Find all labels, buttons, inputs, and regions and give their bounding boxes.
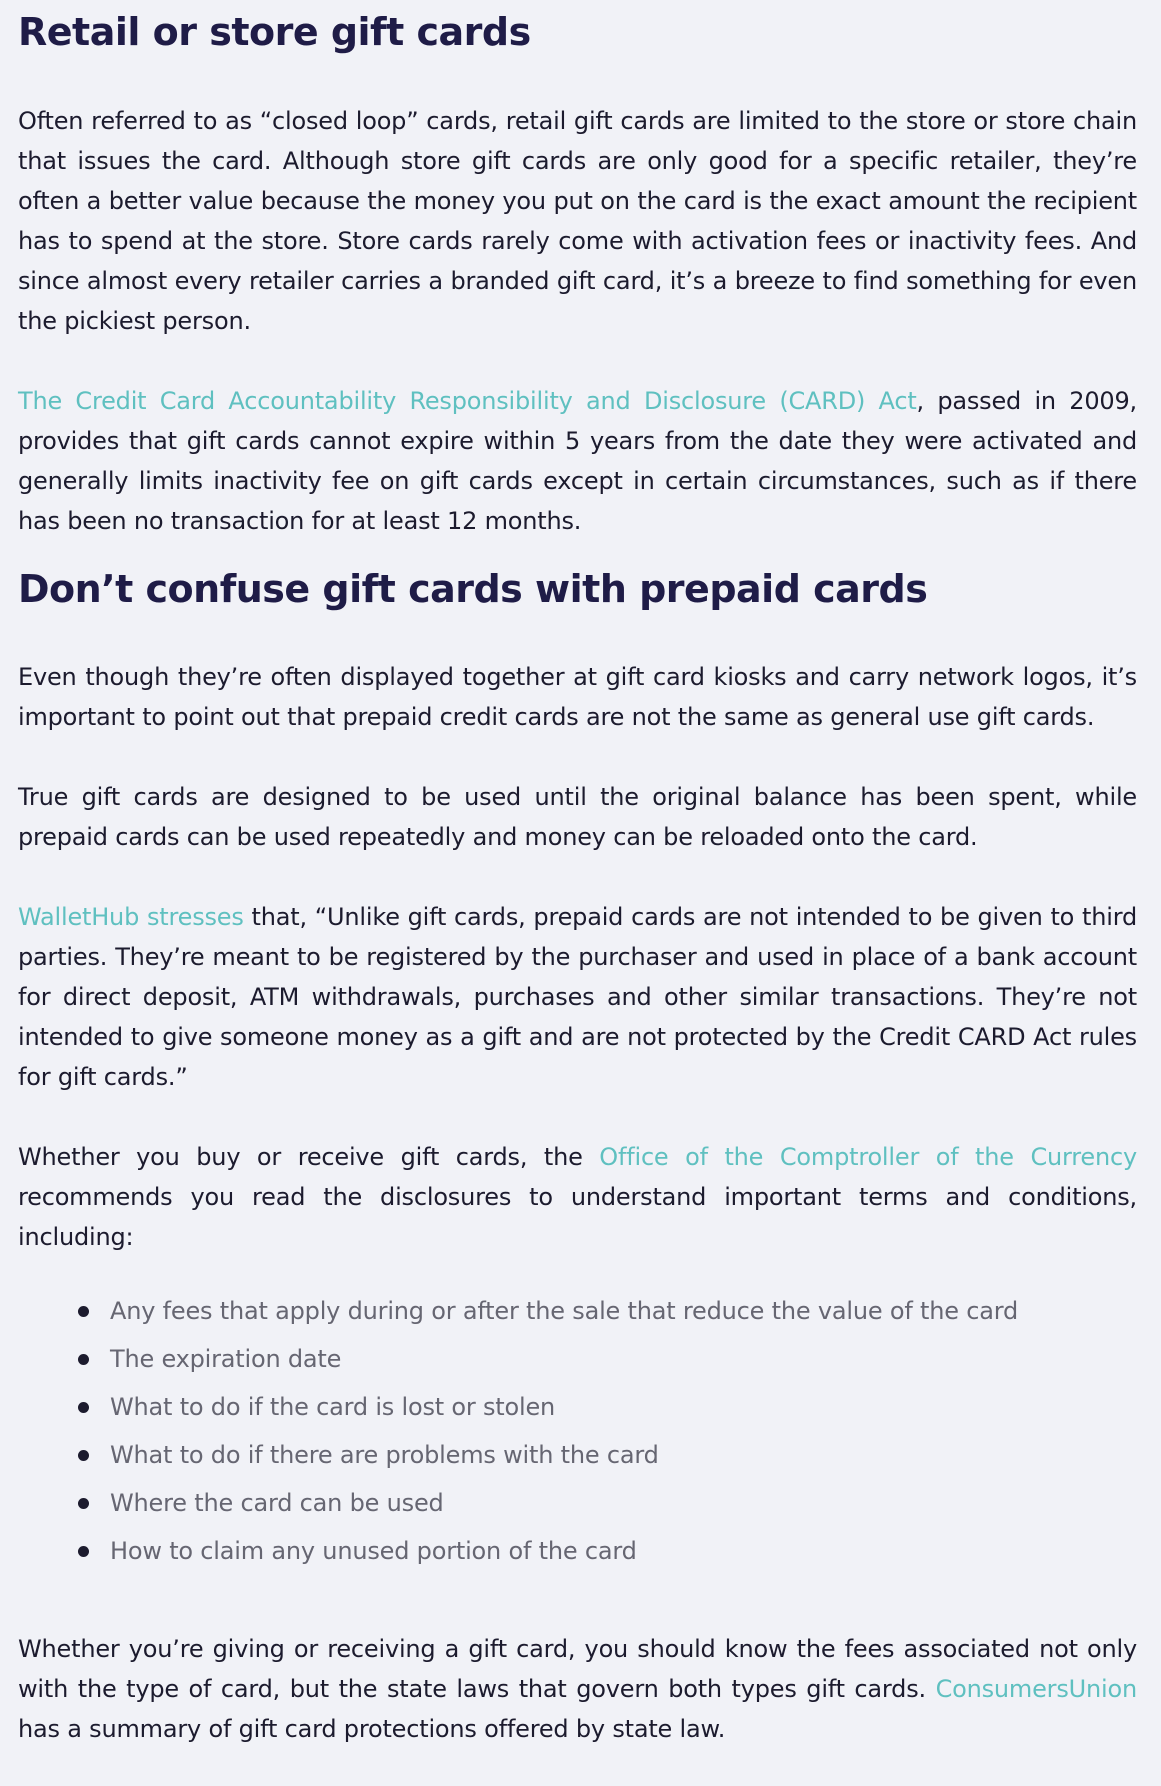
card-act-text: , passed in 2009, provides that gift cards cannot expire within 5 years from the date they were activated and generally limits inactivity fee on gift cards except in certain circumstances, such as if there has been no transaction for at least 12 months. bbox=[18, 386, 1137, 535]
paragraph-kiosks: Even though they’re often displayed together at gift card kiosks and carry network logos, it’s important to point out that prepaid credit cards are not the same as general use gift cards. bbox=[18, 663, 1137, 732]
paragraph-consumers-union bbox=[18, 1629, 1137, 1749]
list-item bbox=[110, 1527, 1137, 1575]
list-item bbox=[110, 1287, 1137, 1335]
list-item-text: What to do if there are problems with the card bbox=[110, 1441, 659, 1470]
wallethub-quote: that, “Unlike gift cards, prepaid cards are not intended to be given to third parties. They’re meant to be registered by the purchaser and used in place of a bank account for direct deposit, ATM withdrawals, purchases and other similar transactions. They’re not intended to give someone money as a gift and are not protected by the Credit CARD Act rules for gift cards.” bbox=[18, 903, 1138, 1092]
paragraph-true-gift-cards: True gift cards are designed to be used until the original balance has been spent, while prepaid cards can be used repeatedly and money can be reloaded onto the card. bbox=[18, 783, 1137, 852]
list-item-text: Where the card can be used bbox=[110, 1489, 444, 1518]
list-item-text: The expiration date bbox=[110, 1345, 342, 1374]
section-heading-retail: Retail or store gift cards bbox=[18, 10, 531, 54]
occ-link[interactable]: Office of the Comptroller of the Currency bbox=[599, 1143, 1137, 1172]
consumers-union-link[interactable]: ConsumersUnion bbox=[935, 1675, 1137, 1704]
list-item-text: How to claim any unused portion of the card bbox=[110, 1537, 637, 1566]
list-item bbox=[110, 1431, 1137, 1479]
paragraph-card-act bbox=[18, 381, 1137, 541]
bullet-icon bbox=[78, 1450, 89, 1461]
bullet-icon bbox=[78, 1306, 89, 1317]
card-act-link[interactable]: The Credit Card Accountability Responsibility and Disclosure (CARD) Act bbox=[18, 386, 917, 415]
bullet-icon bbox=[78, 1546, 89, 1557]
list-item bbox=[110, 1383, 1137, 1431]
paragraph-occ bbox=[18, 1137, 1137, 1257]
list-item-text: What to do if the card is lost or stolen bbox=[110, 1393, 556, 1422]
occ-text-before: Whether you buy or receive gift cards, the bbox=[18, 1143, 600, 1172]
consumers-union-text: Whether you’re giving or receiving a gift card, you should know the fees associated not only with the type of card, but the state laws that govern both types gift cards. bbox=[18, 1635, 1137, 1704]
consumers-union-after: has a summary of gift card protections offered by state law. bbox=[18, 1715, 726, 1744]
list-item-text: Any fees that apply during or after the sale that reduce the value of the card bbox=[110, 1297, 1019, 1326]
article bbox=[18, 0, 1137, 1749]
paragraph-closed-loop: Often referred to as “closed loop” cards, retail gift cards are limited to the store or store chain that issues the card. Although store gift cards are only good for a specific retailer, they’re often a better value because the money you put on the card is the exact amount the recipient has to spend at the store. Store cards rarely come with activation fees or inactivity fees. And since almost every retailer carries a branded gift card, it’s a breeze to find something for even the pickiest person. bbox=[18, 106, 1137, 335]
paragraph-wallethub bbox=[18, 897, 1137, 1097]
list-item bbox=[110, 1335, 1137, 1383]
bullet-icon bbox=[78, 1354, 89, 1365]
list-item bbox=[110, 1479, 1137, 1527]
wallethub-link[interactable]: WalletHub stresses bbox=[18, 903, 244, 932]
bullet-icon bbox=[78, 1402, 89, 1413]
section-heading-prepaid: Don’t confuse gift cards with prepaid cards bbox=[18, 566, 928, 611]
occ-text-after: recommends you read the disclosures to understand important terms and conditions, including: bbox=[18, 1183, 1137, 1252]
bullet-icon bbox=[78, 1498, 89, 1509]
disclosure-list bbox=[18, 1287, 1137, 1575]
